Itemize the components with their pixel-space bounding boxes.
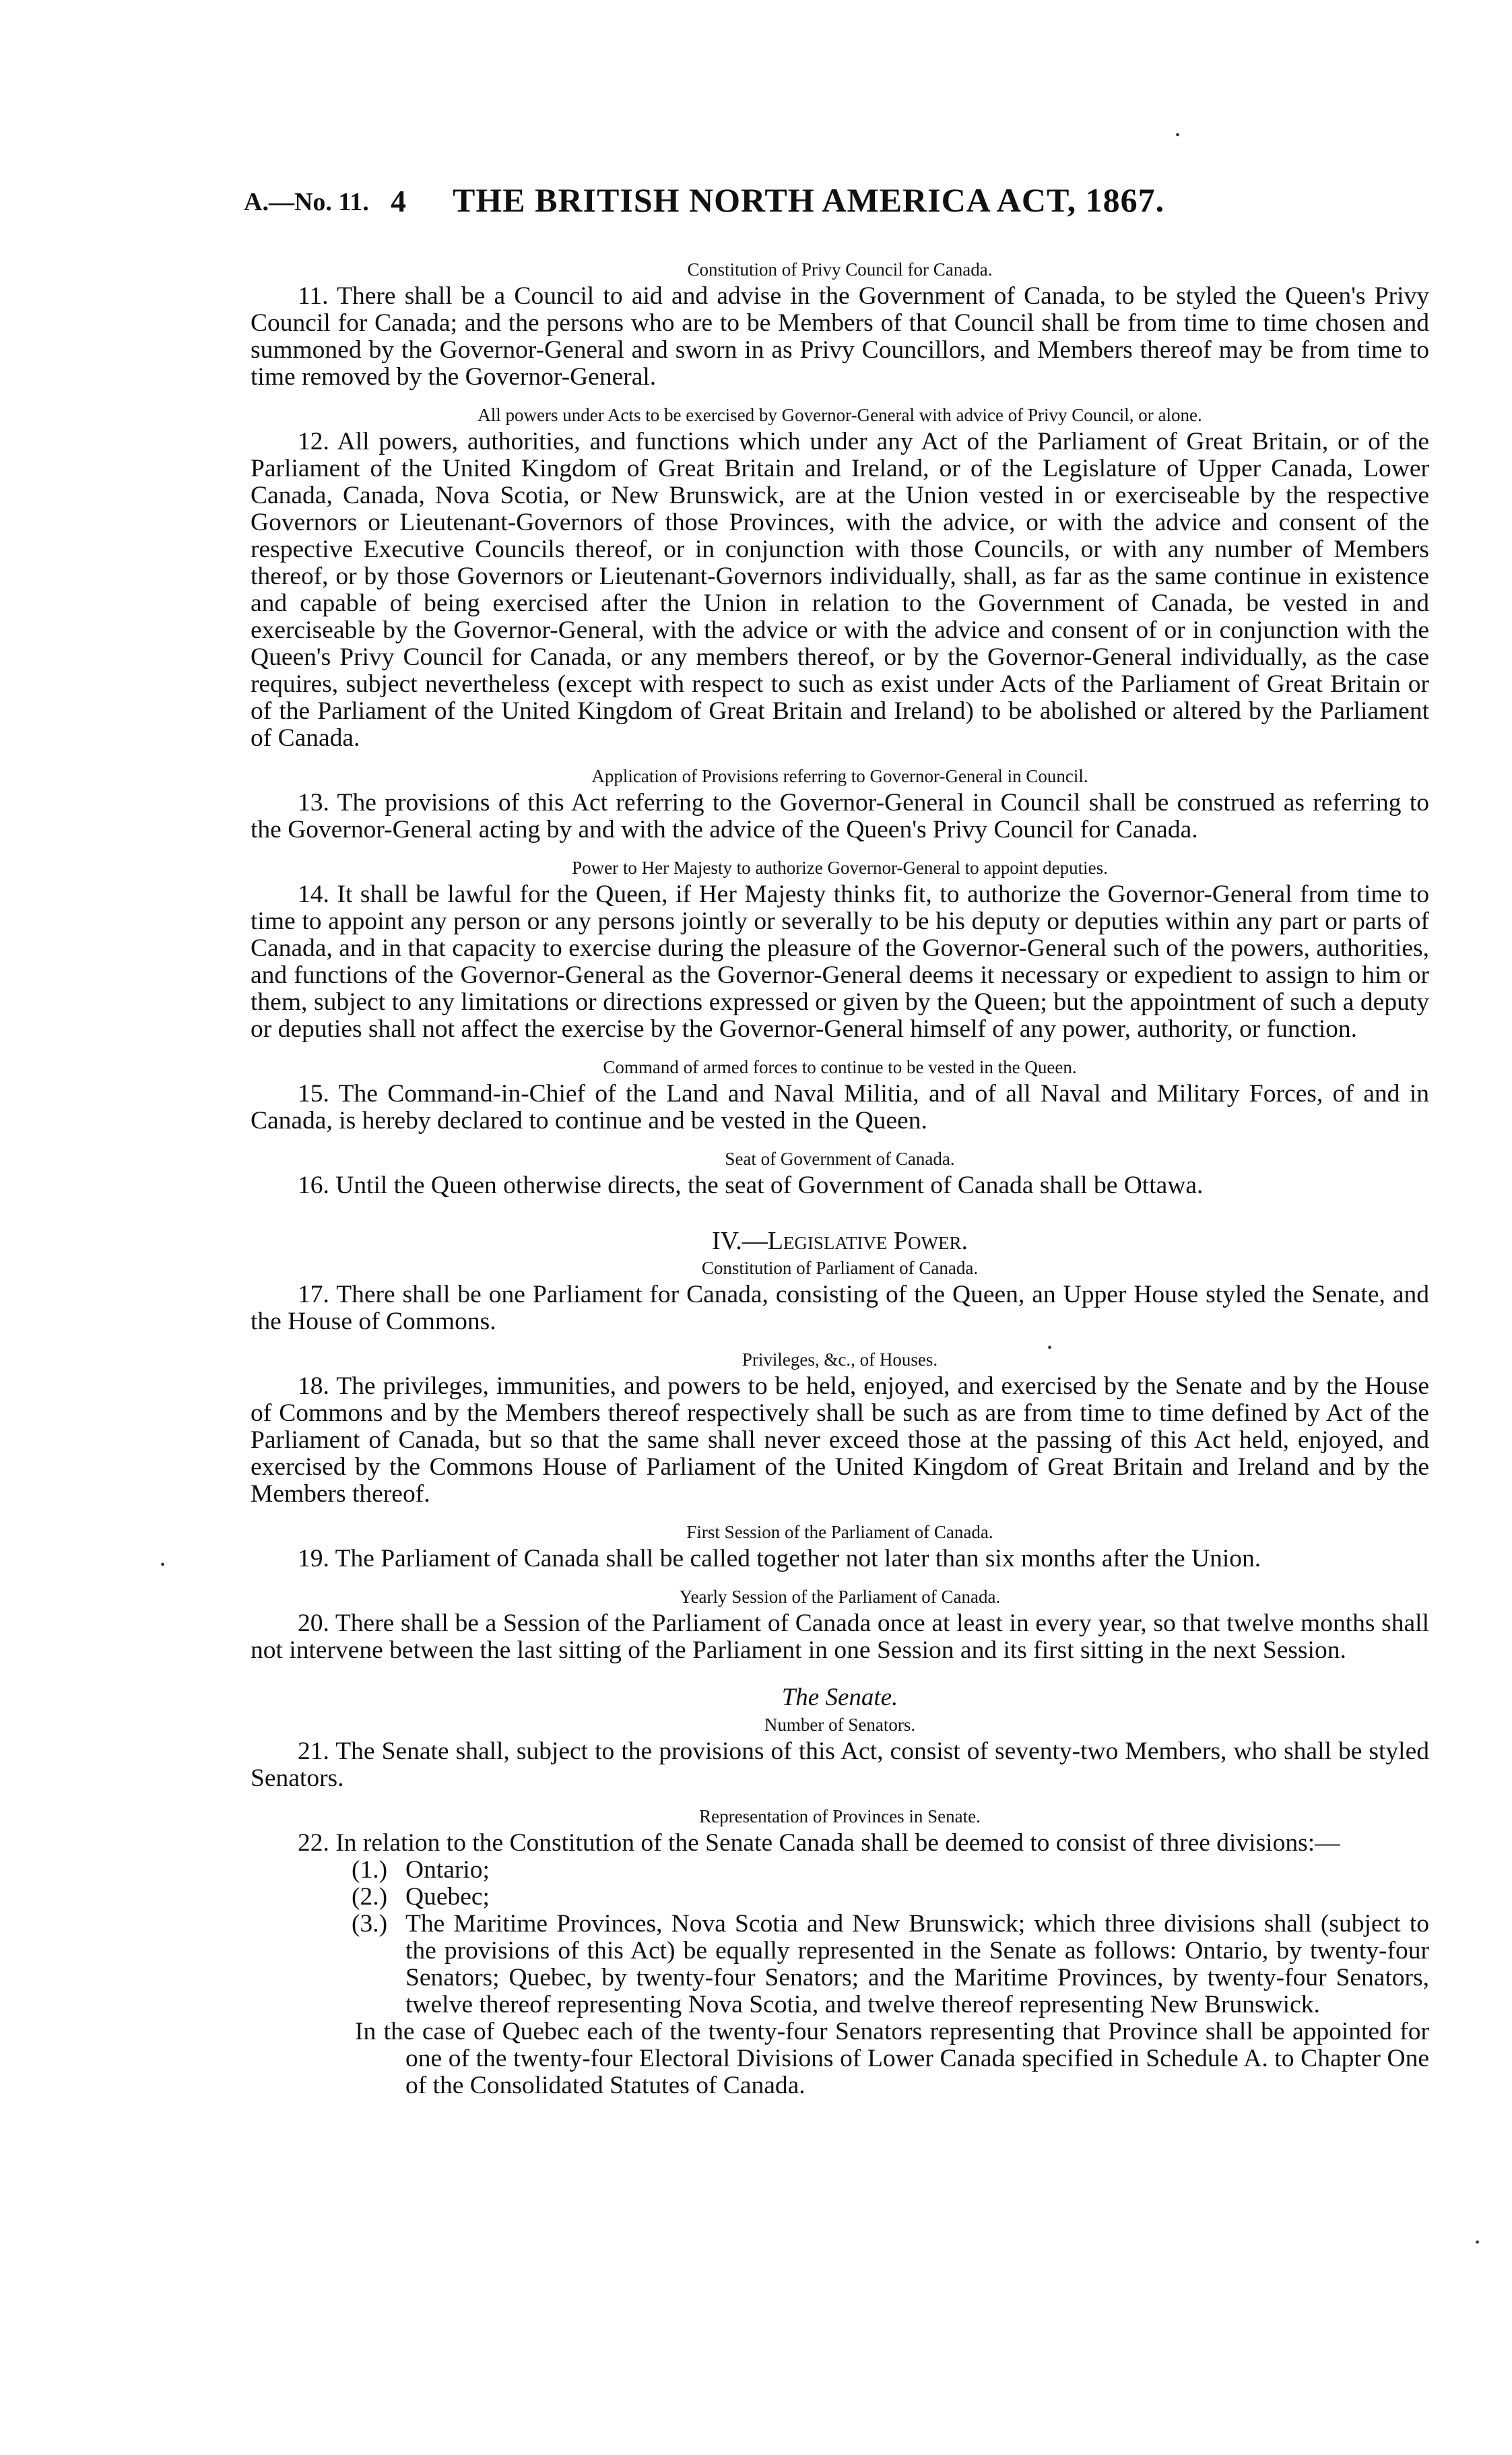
list-item — [251, 1857, 1429, 1884]
marginal-note: Number of Senators. — [764, 1715, 916, 1735]
section-20: 20. There shall be a Session of the Parliament of Canada once at least in every year, so that twelve months shall not intervene between the last sitting of the Parliament in one Session and its first sitting in the next Session. — [251, 1609, 1429, 1664]
stray-ink-dot: • — [1047, 1341, 1053, 1356]
section-12: 12. All powers, authorities, and functions which under any Act of the Parliament of Great Britain, or of the Parliament of the United Kingdom of Great Britain and Ireland, or of the Legislature of Upper Canada, Lower Canada, Canada, Nova Scotia, or New Brunswick, are at the Union vested in or exerciseable by the respective Governors or Lieutenant-Governors of those Provinces, with the advice, or with the advice and consent of the respective Executive Councils thereof, or in conjunction with those Councils, or with any number of Members thereof, or by those Governors or Lieutenant-Governors individually, shall, as far as the same continue in existence and capable of being exercised after the Union in relation to the Government of Canada, be vested in and exerciseable by the Governor-General, with the advice or with the advice and consent of or in conjunction with the Queen's Privy Council for Canada, or any members thereof, or by the Governor-General individually, as the case requires, subject nevertheless (except with respect to such as exist under Acts of the Parliament of Great Britain or of the Parliament of the United Kingdom of Great Britain and Ireland) to be abolished or altered by the Parliament of Canada. — [251, 428, 1429, 752]
section-21: 21. The Senate shall, subject to the provisions of this Act, consist of seventy-two Members, who shall be styled Senators. — [251, 1737, 1429, 1792]
division-list — [251, 1857, 1429, 2018]
stray-ink-dot: • — [160, 1558, 166, 1572]
section-16: 16. Until the Queen otherwise directs, the seat of Government of Canada shall be Ottawa. — [298, 1172, 1204, 1199]
marginal-note: Constitution of Parliament of Canada. — [701, 1258, 979, 1278]
page-title: THE BRITISH NORTH AMERICA ACT, 1867. — [453, 181, 1165, 219]
stray-ink-dot: • — [1475, 2235, 1480, 2250]
list-item-text: Ontario; — [405, 1856, 490, 1884]
running-head — [244, 181, 1429, 228]
document-body — [251, 257, 1429, 2099]
list-item — [251, 1911, 1429, 2018]
list-item — [251, 1884, 1429, 1911]
section-11: 11. There shall be a Council to aid and advise in the Government of Canada, to be styled the Queen's Privy Council for Canada; and the persons who are to be Members of that Council shall be from time to time chosen and summoned by the Governor-General and sworn in as Privy Councillors, and Members thereof may be from time to time removed by the Governor-General. — [251, 282, 1429, 391]
list-item-number: (3.) — [352, 1910, 388, 1938]
marginal-note: Application of Provisions referring to Governor-General in Council. — [591, 766, 1088, 786]
marginal-note: Yearly Session of the Parliament of Canada. — [679, 1587, 1001, 1607]
list-item-text: Quebec; — [405, 1883, 490, 1911]
list-item-text: The Maritime Provinces, Nova Scotia and New Brunswick; which three divisions shall (subject to the provisions of this Act) be equally represented in the Senate as follows: Ontario, by twenty-four Senators; Quebec, by twenty-four Senators; and the Maritime Provinces, by twenty-four Senators, twelve thereof representing Nova Scotia, and twelve thereof representing New Brunswick. — [405, 1910, 1429, 2018]
section-14: 14. It shall be lawful for the Queen, if Her Majesty thinks fit, to authorize the Governor-General from time to time to appoint any person or any persons jointly or severally to be his deputy or deputies within any part or parts of Canada, and in that capacity to exercise during the pleasure of the Governor-General such of the powers, authorities, and functions of the Governor-General as the Governor-General deems it necessary or expedient to assign to him or them, subject to any limitations or directions expressed or given by the Queen; but the appointment of such a deputy or deputies shall not affect the exercise by the Governor-General himself of any power, authority, or function. — [251, 881, 1429, 1043]
list-item-number: (2.) — [352, 1883, 388, 1911]
marginal-note: Privileges, &c., of Houses. — [742, 1349, 938, 1370]
section-22-quebec-note: In the case of Quebec each of the twenty-four Senators representing that Province shall be appointed for one of the twenty-four Electoral Divisions of Lower Canada specified in Schedule A. to Chapter One of the Consolidated Statutes of Canada. — [355, 2018, 1429, 2099]
list-item-number: (1.) — [352, 1856, 388, 1884]
marginal-note: Power to Her Majesty to authorize Governor-General to appoint deputies. — [572, 858, 1108, 878]
marginal-note: Representation of Provinces in Senate. — [699, 1806, 981, 1826]
section-17: 17. There shall be one Parliament for Canada, consisting of the Queen, an Upper House styled the Senate, and the House of Commons. — [251, 1281, 1429, 1335]
section-19: 19. The Parliament of Canada shall be called together not later than six months after the Union. — [298, 1545, 1261, 1572]
part-heading: IV.—Legislative Power. — [712, 1227, 968, 1255]
section-18: 18. The privileges, immunities, and powers to be held, enjoyed, and exercised by the Senate and by the House of Commons and by the Members thereof respectively shall be such as are from time to time defined by Act of the Parliament of Canada, but so that the same shall never exceed those at the passing of this Act held, enjoyed, and exercised by the Commons House of Parliament of the United Kingdom of Great Britain and Ireland and by the Members thereof. — [251, 1372, 1429, 1508]
marginal-note: Seat of Government of Canada. — [725, 1149, 955, 1169]
marginal-note: Constitution of Privy Council for Canada. — [687, 259, 993, 280]
stray-ink-dot: • — [1175, 128, 1181, 143]
section-22: 22. In relation to the Constitution of the Senate Canada shall be deemed to consist of three divisions:— — [298, 1829, 1340, 1857]
section-13: 13. The provisions of this Act referring to the Governor-General in Council shall be construed as referring to the Governor-General acting by and with the advice of the Queen's Privy Council for Canada. — [251, 789, 1429, 843]
page-number: 4 — [391, 184, 406, 218]
marginal-note: First Session of the Parliament of Canada. — [686, 1522, 993, 1542]
section-15: 15. The Command-in-Chief of the Land and Naval Militia, and of all Naval and Military Forces, of and in Canada, is hereby declared to continue and be vested in the Queen. — [251, 1080, 1429, 1135]
marginal-note: All powers under Acts to be exercised by Governor-General with advice of Privy Council, or alone. — [478, 405, 1202, 425]
document-reference: A.—No. 11. — [244, 188, 369, 216]
senate-heading: The Senate. — [781, 1684, 898, 1711]
marginal-note: Command of armed forces to continue to be vested in the Queen. — [603, 1057, 1077, 1077]
document-page — [244, 181, 1429, 2099]
